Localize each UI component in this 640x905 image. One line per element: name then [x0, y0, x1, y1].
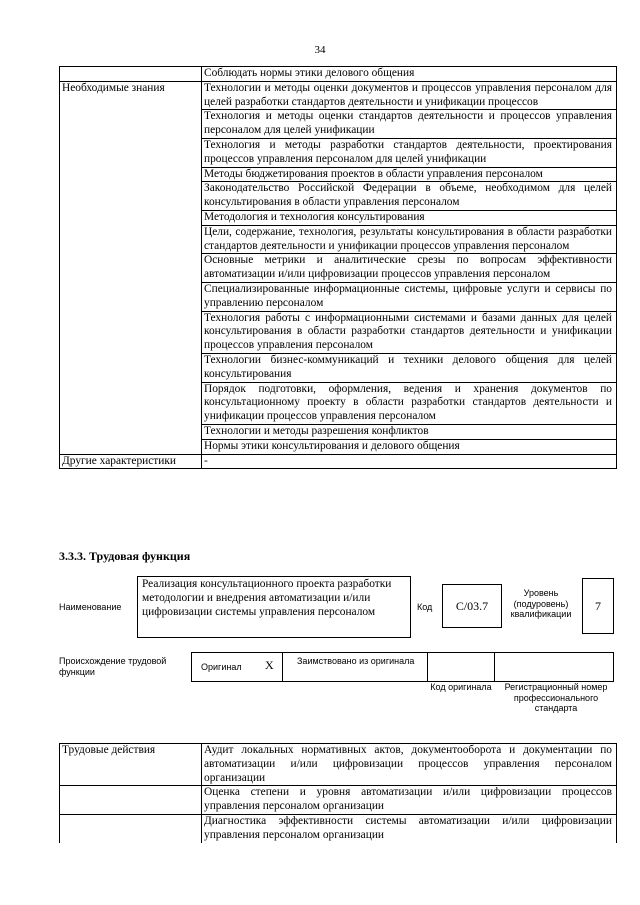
actions-section-label: Трудовые действия — [60, 744, 202, 786]
table-row — [60, 814, 617, 842]
table-row — [60, 424, 617, 439]
table-row — [60, 110, 617, 139]
code-box — [442, 584, 502, 628]
code-value: C/03.7 — [455, 599, 489, 613]
table-row — [60, 311, 617, 353]
table-row — [60, 225, 617, 254]
table-row — [60, 210, 617, 225]
code-original-label: Код оригинала — [430, 682, 492, 692]
table-row — [60, 454, 617, 469]
other-characteristics-value: - — [202, 454, 617, 469]
table-row — [60, 382, 617, 424]
knowledge-item: Технология работы с информационными системами и базами данных для целей консультирования в области разработки стандартов деятельности и унификации процессов управления персоналом — [202, 311, 617, 353]
level-box — [582, 578, 614, 634]
table-cell: Соблюдать нормы этики делового общения — [202, 67, 617, 82]
table-row — [60, 353, 617, 382]
table-row — [60, 182, 617, 211]
knowledge-section-label: Необходимые знания — [60, 81, 202, 110]
level-label: Уровень (подуровень) квалификации — [510, 588, 572, 619]
action-item: Оценка степени и уровня автоматизации и/или цифровизации процессов управления персоналом организации — [202, 786, 617, 815]
knowledge-item: Технологии бизнес-коммуникаций и техники делового общения для целей консультирования — [202, 353, 617, 382]
section-heading: 3.3.3. Трудовая функция — [59, 549, 191, 563]
code-original-box — [427, 652, 495, 682]
table-row — [60, 439, 617, 454]
knowledge-item: Порядок подготовки, оформления, ведения и хранения документов по консультационному проекту в области разработки стандартов деятельности и унификации процессов управления персоналом — [202, 382, 617, 424]
table-row — [60, 81, 617, 110]
table-row — [60, 744, 617, 786]
code-label: Код — [417, 602, 433, 612]
knowledge-item: Технологии и методы разрешения конфликтов — [202, 424, 617, 439]
function-name-box — [137, 576, 411, 638]
function-name-value: Реализация консультационного проекта разработки методологии и внедрения автоматизации и/или цифровизации системы управления персоналом — [142, 578, 392, 618]
reg-number-label: Регистрационный номер профессионального стандарта — [504, 682, 608, 713]
knowledge-item: Нормы этики консультирования и делового общения — [202, 439, 617, 454]
original-mark: X — [265, 658, 274, 672]
knowledge-item: Цели, содержание, технология, результаты консультирования в области разработки стандартов деятельности и унификации процессов управления персоналом — [202, 225, 617, 254]
knowledge-item: Методология и технология консультирования — [202, 210, 617, 225]
borrowed-label: Заимствовано из оригинала — [297, 656, 415, 666]
other-characteristics-label: Другие характеристики — [60, 454, 202, 469]
origin-label: Происхождение трудовой функции — [59, 656, 167, 677]
knowledge-item: Технология и методы оценки стандартов деятельности и процессов управления персоналом для целей унификации — [202, 110, 617, 139]
table-row — [60, 167, 617, 182]
knowledge-item: Методы бюджетирования проектов в области управления персоналом — [202, 167, 617, 182]
knowledge-item: Основные метрики и аналитические срезы по вопросам эффективности автоматизации и/или цифровизации процессов управления персоналом — [202, 254, 617, 283]
knowledge-table — [59, 66, 617, 469]
action-item: Диагностика эффективности системы автоматизации и/или цифровизации управления персоналом организации — [202, 814, 617, 842]
knowledge-item: Специализированные информационные системы, цифровые услуги и сервисы по управлению персоналом — [202, 282, 617, 311]
action-item: Аудит локальных нормативных актов, документооборота и документации по автоматизации и/или цифровизации процессов управления персоналом организации — [202, 744, 617, 786]
reg-number-box — [494, 652, 614, 682]
name-label: Наименование — [59, 602, 122, 612]
table-row — [60, 786, 617, 815]
table-row — [60, 254, 617, 283]
original-label: Оригинал — [201, 662, 242, 672]
table-row — [60, 282, 617, 311]
actions-table — [59, 743, 617, 843]
knowledge-item: Технологии и методы оценки документов и процессов управления персоналом для целей разработки стандартов деятельности и унификации процессов — [202, 81, 617, 110]
table-row — [60, 138, 617, 167]
knowledge-item: Технология и методы разработки стандартов деятельности, проектирования процессов управления персоналом для целей унификации — [202, 138, 617, 167]
empty-label-cell — [60, 67, 202, 82]
level-value: 7 — [595, 599, 601, 613]
knowledge-item: Законодательство Российской Федерации в объеме, необходимом для целей консультирования в области управления персоналом — [202, 182, 617, 211]
page-number: 34 — [314, 44, 326, 56]
table-row — [60, 67, 617, 82]
